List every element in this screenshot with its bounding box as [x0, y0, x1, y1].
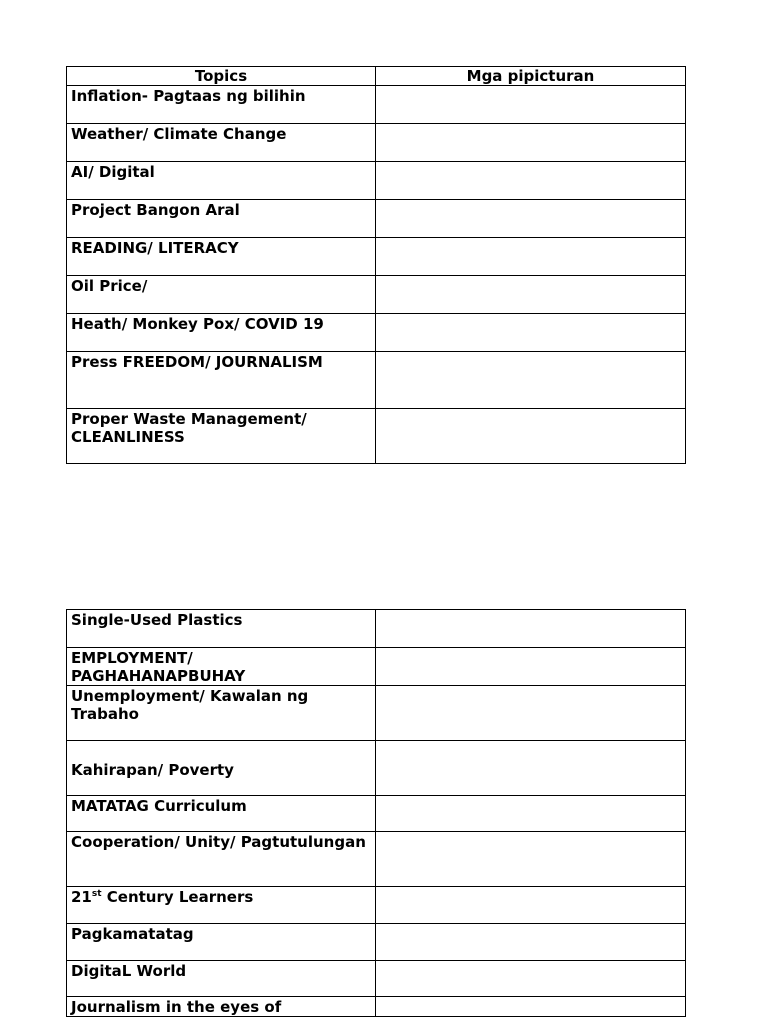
table-row [67, 686, 686, 741]
answer-cell[interactable] [376, 887, 686, 924]
topics-table-continued [66, 609, 686, 1017]
topics-table [66, 66, 686, 464]
topic-cell: Kahirapan/ Poverty [67, 741, 376, 796]
topic-cell: DigitaL World [67, 961, 376, 997]
topic-cell: Pagkamatatag [67, 924, 376, 961]
table-row [67, 887, 686, 924]
answer-cell[interactable] [376, 924, 686, 961]
table-row [67, 409, 686, 464]
answer-cell[interactable] [376, 961, 686, 997]
topic-cell: Unemployment/ Kawalan ng Trabaho [67, 686, 376, 741]
topic-cell: Heath/ Monkey Pox/ COVID 19 [67, 314, 376, 352]
answer-cell[interactable] [376, 314, 686, 352]
table-row [67, 610, 686, 648]
answer-cell[interactable] [376, 832, 686, 887]
answer-cell[interactable] [376, 409, 686, 464]
topic-cell: Oil Price/ [67, 276, 376, 314]
table-row [67, 86, 686, 124]
table-row [67, 961, 686, 997]
header-mga-pipicturan: Mga pipicturan [376, 67, 686, 86]
header-topics: Topics [67, 67, 376, 86]
table-row [67, 648, 686, 686]
table-header-row [67, 67, 686, 86]
answer-cell[interactable] [376, 276, 686, 314]
table-row [67, 832, 686, 887]
topic-cell: Project Bangon Aral [67, 200, 376, 238]
answer-cell[interactable] [376, 686, 686, 741]
table-row [67, 741, 686, 796]
topic-cell: AI/ Digital [67, 162, 376, 200]
answer-cell[interactable] [376, 238, 686, 276]
answer-cell[interactable] [376, 162, 686, 200]
answer-cell[interactable] [376, 200, 686, 238]
topic-cell: Weather/ Climate Change [67, 124, 376, 162]
table-row [67, 200, 686, 238]
topic-cell: EMPLOYMENT/ PAGHAHANAPBUHAY [67, 648, 376, 686]
table-row [67, 124, 686, 162]
table-row [67, 162, 686, 200]
answer-cell[interactable] [376, 86, 686, 124]
answer-cell[interactable] [376, 124, 686, 162]
answer-cell[interactable] [376, 610, 686, 648]
topic-number: 21 [71, 888, 92, 906]
topic-text: Century Learners [101, 888, 254, 906]
answer-cell[interactable] [376, 648, 686, 686]
answer-cell[interactable] [376, 741, 686, 796]
topic-cell: Cooperation/ Unity/ Pagtutulungan [67, 832, 376, 887]
answer-cell[interactable] [376, 997, 686, 1017]
topic-cell: MATATAG Curriculum [67, 796, 376, 832]
topic-cell: READING/ LITERACY [67, 238, 376, 276]
topic-cell: Press FREEDOM/ JOURNALISM [67, 352, 376, 409]
answer-cell[interactable] [376, 796, 686, 832]
topic-cell [67, 887, 376, 924]
topic-cell: Inflation- Pagtaas ng bilihin [67, 86, 376, 124]
topic-cell: Single-Used Plastics [67, 610, 376, 648]
table-row [67, 276, 686, 314]
table-row [67, 924, 686, 961]
answer-cell[interactable] [376, 352, 686, 409]
table-row [67, 314, 686, 352]
topic-cell: Journalism in the eyes of [67, 997, 376, 1017]
table-row [67, 796, 686, 832]
topic-cell: Proper Waste Management/ CLEANLINESS [67, 409, 376, 464]
ordinal-suffix: st [91, 889, 102, 899]
table-row [67, 238, 686, 276]
table-row [67, 997, 686, 1017]
table-row [67, 352, 686, 409]
